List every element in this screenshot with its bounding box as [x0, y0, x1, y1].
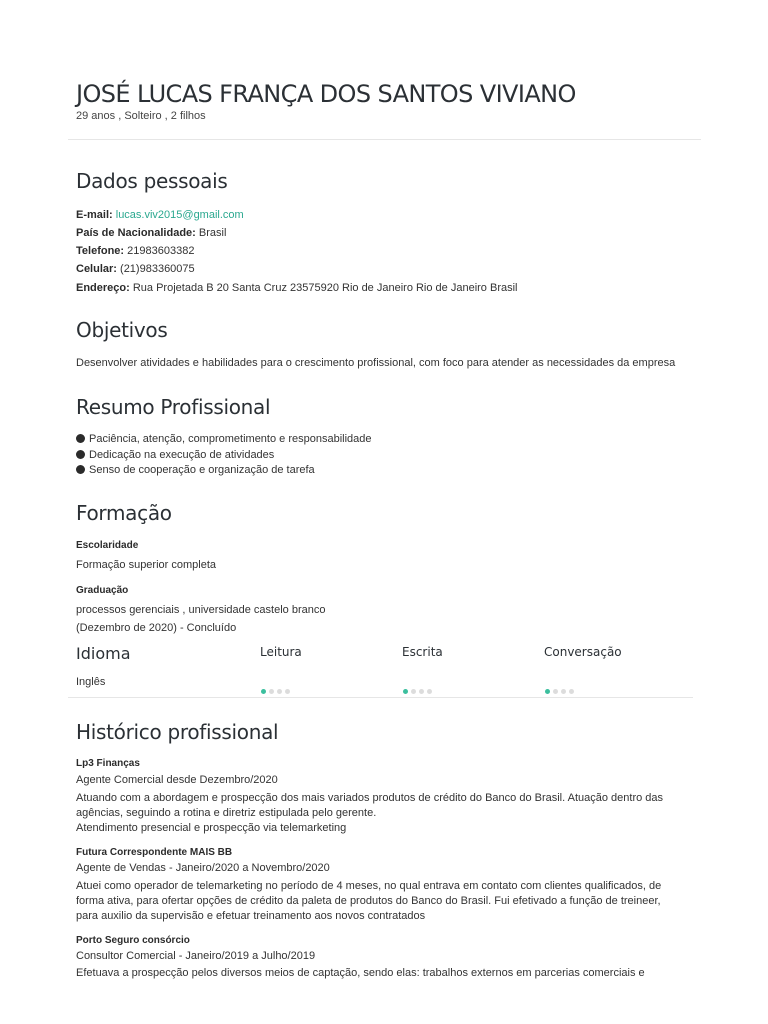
- mobile-row: [76, 262, 195, 276]
- email-link[interactable]: lucas.viv2015@gmail.com: [115, 209, 244, 221]
- language-divider: [68, 697, 693, 698]
- header-divider: [68, 139, 701, 140]
- nationality-row: [76, 226, 226, 240]
- job-company: Futura Correspondente MAIS BB: [76, 847, 233, 858]
- nationality-value: Brasil: [198, 227, 227, 239]
- level-dot: [285, 689, 290, 694]
- schooling-label: Escolaridade: [76, 540, 139, 551]
- job-description-line: agências, seguindo a rotina e diretriz estipulada pelo gerente.: [76, 807, 377, 819]
- job-description-line: Efetuava a prospecção pelos diversos meios de captação, sendo elas: trabalhos externos em parcerias comerciais e: [76, 967, 645, 979]
- mobile-label: Celular:: [76, 263, 117, 275]
- job-description-line: Atendimento presencial e prospecção via telemarketing: [76, 822, 347, 834]
- address-row: [76, 281, 517, 295]
- list-item-text: Paciência, atenção, comprometimento e responsabilidade: [89, 433, 372, 445]
- list-item-text: Dedicação na execução de atividades: [89, 448, 275, 461]
- email-row: [76, 208, 244, 222]
- job-role: Agente de Vendas - Janeiro/2020 a Novembro/2020: [76, 862, 330, 874]
- writing-level-dots: [403, 681, 435, 687]
- list-item: [76, 432, 372, 448]
- job-company: Porto Seguro consórcio: [76, 935, 190, 946]
- writing-header: Escrita: [402, 645, 443, 659]
- address-value: Rua Projetada B 20 Santa Cruz 23575920 Rio de Janeiro Rio de Janeiro Brasil: [132, 282, 518, 294]
- level-dot: [545, 689, 550, 694]
- candidate-name: JOSÉ LUCAS FRANÇA DOS SANTOS VIVIANO: [76, 80, 576, 108]
- level-dot: [569, 689, 574, 694]
- reading-level-dots: [261, 681, 293, 687]
- section-title-education: Formação: [76, 501, 172, 525]
- nationality-label: País de Nacionalidade:: [76, 227, 196, 239]
- list-item-text: Senso de cooperação e organização de tarefa: [89, 464, 315, 476]
- graduation-course: processos gerenciais , universidade castelo branco: [76, 604, 326, 616]
- reading-header: Leitura: [260, 645, 302, 659]
- schooling-value: Formação superior completa: [76, 559, 217, 571]
- phone-label: Telefone:: [76, 245, 125, 257]
- job-role: Agente Comercial desde Dezembro/2020: [76, 774, 278, 786]
- email-label: E-mail:: [76, 209, 113, 221]
- list-item: [76, 448, 372, 464]
- speaking-header: Conversação: [544, 645, 622, 659]
- level-dot: [553, 689, 558, 694]
- candidate-subtitle: 29 anos , Solteiro , 2 filhos: [76, 110, 206, 122]
- graduation-label: Graduação: [76, 585, 129, 596]
- level-dot: [427, 689, 432, 694]
- level-dot: [269, 689, 274, 694]
- job-role: Consultor Comercial - Janeiro/2019 a Julho/2019: [76, 950, 316, 962]
- level-dot: [419, 689, 424, 694]
- bullet-icon: [76, 434, 85, 443]
- language-name: Inglês: [76, 676, 106, 688]
- section-title-objectives: Objetivos: [76, 318, 168, 342]
- address-label: Endereço:: [76, 282, 130, 294]
- speaking-level-dots: [545, 681, 577, 687]
- job-description-line: Atuando com a abordagem e prospecção dos mais variados produtos de crédito do Banco do Brasil. Atuação dentro das: [76, 792, 664, 804]
- section-title-summary: Resumo Profissional: [76, 395, 271, 419]
- resume-header: [76, 80, 701, 122]
- bullet-icon: [76, 465, 85, 474]
- job-company: Lp3 Finanças: [76, 758, 140, 769]
- bullet-icon: [76, 450, 85, 459]
- mobile-value: (21)983360075: [120, 263, 195, 275]
- job-description-line: forma ativa, para ofertar opções de crédito da paleta de produtos do Banco do Brasil. Fui efetivado a função de treineer,: [76, 895, 661, 907]
- graduation-status: (Dezembro de 2020) - Concluído: [76, 622, 237, 634]
- phone-row: [76, 244, 194, 258]
- level-dot: [403, 689, 408, 694]
- objectives-text: Desenvolver atividades e habilidades para o crescimento profissional, com foco para atender as necessidades da empresa: [76, 357, 676, 369]
- language-header: Idioma: [76, 644, 131, 663]
- level-dot: [561, 689, 566, 694]
- phone-value: 21983603382: [127, 245, 195, 257]
- job-description-line: Atuei como operador de telemarketing no período de 4 meses, no qual entrava em contato com clientes qualificados, de: [76, 880, 662, 892]
- job-description-line: para auxilio da supervisão e efetuar treinamento aos novos contratados: [76, 910, 426, 922]
- section-title-history: Histórico profissional: [76, 720, 279, 744]
- level-dot: [261, 689, 266, 694]
- level-dot: [277, 689, 282, 694]
- summary-list: [76, 432, 372, 479]
- level-dot: [411, 689, 416, 694]
- list-item: [76, 463, 372, 479]
- section-title-personal: Dados pessoais: [76, 169, 228, 193]
